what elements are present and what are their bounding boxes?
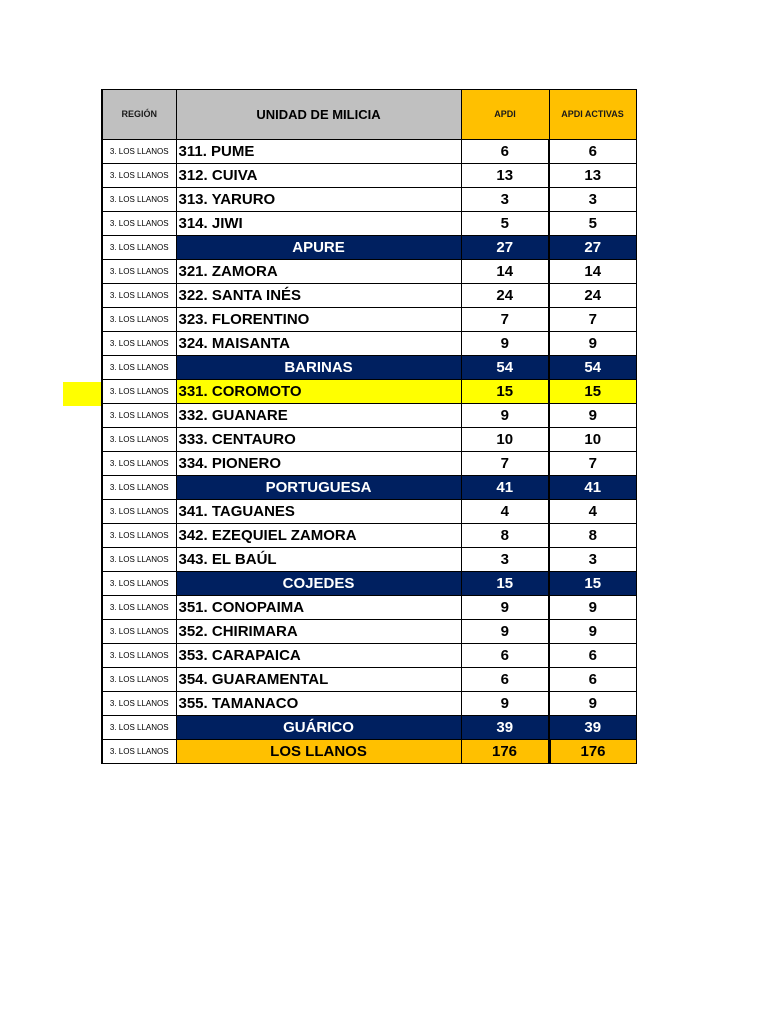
apdi-activas-cell: 3 — [549, 188, 636, 212]
header-unidad: UNIDAD DE MILICIA — [176, 90, 461, 140]
apdi-cell: 5 — [461, 212, 549, 236]
region-cell: 3. LOS LLANOS — [102, 644, 176, 668]
table-row — [102, 308, 636, 332]
unidad-cell: APURE — [176, 236, 461, 260]
unidad-cell: 321. ZAMORA — [176, 260, 461, 284]
unidad-cell: 324. MAISANTA — [176, 332, 461, 356]
apdi-cell: 3 — [461, 188, 549, 212]
apdi-activas-cell: 13 — [549, 164, 636, 188]
apdi-activas-cell: 41 — [549, 476, 636, 500]
region-cell: 3. LOS LLANOS — [102, 548, 176, 572]
region-cell: 3. LOS LLANOS — [102, 260, 176, 284]
table-row — [102, 692, 636, 716]
unidad-cell: 313. YARURO — [176, 188, 461, 212]
subtotal-row — [102, 236, 636, 260]
unidad-cell: 314. JIWI — [176, 212, 461, 236]
unidad-cell: 311. PUME — [176, 140, 461, 164]
apdi-activas-cell: 6 — [549, 140, 636, 164]
table-row — [102, 140, 636, 164]
row-highlight-marker — [63, 382, 103, 406]
table-row — [102, 188, 636, 212]
region-cell: 3. LOS LLANOS — [102, 596, 176, 620]
apdi-activas-cell: 6 — [549, 644, 636, 668]
apdi-activas-cell: 6 — [549, 668, 636, 692]
apdi-cell: 15 — [461, 380, 549, 404]
unidad-cell: 355. TAMANACO — [176, 692, 461, 716]
apdi-activas-cell: 9 — [549, 692, 636, 716]
unidad-cell: GUÁRICO — [176, 716, 461, 740]
unidad-cell: 354. GUARAMENTAL — [176, 668, 461, 692]
unidad-cell: LOS LLANOS — [176, 740, 461, 764]
table-row — [102, 500, 636, 524]
apdi-activas-cell: 15 — [549, 572, 636, 596]
apdi-activas-cell: 7 — [549, 452, 636, 476]
region-cell: 3. LOS LLANOS — [102, 716, 176, 740]
apdi-cell: 9 — [461, 404, 549, 428]
region-cell: 3. LOS LLANOS — [102, 524, 176, 548]
apdi-activas-cell: 176 — [549, 740, 636, 764]
region-cell: 3. LOS LLANOS — [102, 332, 176, 356]
unidad-cell: 351. CONOPAIMA — [176, 596, 461, 620]
unidad-cell: 341. TAGUANES — [176, 500, 461, 524]
region-cell: 3. LOS LLANOS — [102, 476, 176, 500]
apdi-cell: 176 — [461, 740, 549, 764]
unidad-cell: 333. CENTAURO — [176, 428, 461, 452]
subtotal-row — [102, 476, 636, 500]
unidad-cell: 342. EZEQUIEL ZAMORA — [176, 524, 461, 548]
subtotal-row — [102, 716, 636, 740]
apdi-activas-cell: 14 — [549, 260, 636, 284]
apdi-cell: 14 — [461, 260, 549, 284]
region-cell: 3. LOS LLANOS — [102, 212, 176, 236]
unidad-cell: 312. CUIVA — [176, 164, 461, 188]
region-cell: 3. LOS LLANOS — [102, 188, 176, 212]
unidad-cell: 343. EL BAÚL — [176, 548, 461, 572]
table-row — [102, 212, 636, 236]
table-row — [102, 596, 636, 620]
region-cell: 3. LOS LLANOS — [102, 500, 176, 524]
highlight-row — [102, 380, 636, 404]
region-cell: 3. LOS LLANOS — [102, 740, 176, 764]
apdi-cell: 3 — [461, 548, 549, 572]
apdi-cell: 6 — [461, 140, 549, 164]
apdi-activas-cell: 9 — [549, 404, 636, 428]
unidad-cell: 352. CHIRIMARA — [176, 620, 461, 644]
apdi-cell: 7 — [461, 308, 549, 332]
apdi-activas-cell: 9 — [549, 596, 636, 620]
region-cell: 3. LOS LLANOS — [102, 236, 176, 260]
apdi-cell: 8 — [461, 524, 549, 548]
apdi-activas-cell: 10 — [549, 428, 636, 452]
unidad-cell: COJEDES — [176, 572, 461, 596]
apdi-activas-cell: 27 — [549, 236, 636, 260]
region-cell: 3. LOS LLANOS — [102, 140, 176, 164]
apdi-cell: 13 — [461, 164, 549, 188]
unidad-cell: BARINAS — [176, 356, 461, 380]
region-cell: 3. LOS LLANOS — [102, 692, 176, 716]
apdi-cell: 6 — [461, 668, 549, 692]
apdi-activas-cell: 9 — [549, 332, 636, 356]
table-row — [102, 620, 636, 644]
apdi-cell: 39 — [461, 716, 549, 740]
apdi-activas-cell: 5 — [549, 212, 636, 236]
apdi-activas-cell: 7 — [549, 308, 636, 332]
region-cell: 3. LOS LLANOS — [102, 572, 176, 596]
unidad-cell: 322. SANTA INÉS — [176, 284, 461, 308]
apdi-activas-cell: 3 — [549, 548, 636, 572]
unidad-cell: 334. PIONERO — [176, 452, 461, 476]
apdi-cell: 6 — [461, 644, 549, 668]
apdi-cell: 15 — [461, 572, 549, 596]
region-cell: 3. LOS LLANOS — [102, 404, 176, 428]
region-cell: 3. LOS LLANOS — [102, 452, 176, 476]
apdi-cell: 54 — [461, 356, 549, 380]
header-apdi-activas: APDI ACTIVAS — [549, 90, 636, 140]
apdi-cell: 24 — [461, 284, 549, 308]
region-cell: 3. LOS LLANOS — [102, 668, 176, 692]
table-row — [102, 260, 636, 284]
region-cell: 3. LOS LLANOS — [102, 284, 176, 308]
apdi-cell: 27 — [461, 236, 549, 260]
apdi-cell: 10 — [461, 428, 549, 452]
total-row — [102, 740, 636, 764]
table-body — [102, 140, 636, 764]
apdi-cell: 41 — [461, 476, 549, 500]
table-row — [102, 428, 636, 452]
apdi-activas-cell: 8 — [549, 524, 636, 548]
region-cell: 3. LOS LLANOS — [102, 620, 176, 644]
header-region: REGIÓN — [102, 90, 176, 140]
milicia-table — [101, 89, 637, 764]
table-row — [102, 164, 636, 188]
table-row — [102, 332, 636, 356]
header-row — [102, 90, 636, 140]
table-row — [102, 452, 636, 476]
apdi-activas-cell: 24 — [549, 284, 636, 308]
apdi-cell: 7 — [461, 452, 549, 476]
table-row — [102, 668, 636, 692]
header-apdi: APDI — [461, 90, 549, 140]
apdi-activas-cell: 54 — [549, 356, 636, 380]
subtotal-row — [102, 356, 636, 380]
table-row — [102, 644, 636, 668]
unidad-cell: 332. GUANARE — [176, 404, 461, 428]
apdi-cell: 9 — [461, 332, 549, 356]
apdi-activas-cell: 4 — [549, 500, 636, 524]
apdi-activas-cell: 15 — [549, 380, 636, 404]
table-row — [102, 548, 636, 572]
apdi-cell: 4 — [461, 500, 549, 524]
subtotal-row — [102, 572, 636, 596]
table-row — [102, 284, 636, 308]
region-cell: 3. LOS LLANOS — [102, 356, 176, 380]
region-cell: 3. LOS LLANOS — [102, 308, 176, 332]
region-cell: 3. LOS LLANOS — [102, 164, 176, 188]
apdi-cell: 9 — [461, 620, 549, 644]
table-row — [102, 404, 636, 428]
unidad-cell: 323. FLORENTINO — [176, 308, 461, 332]
unidad-cell: 331. COROMOTO — [176, 380, 461, 404]
region-cell: 3. LOS LLANOS — [102, 428, 176, 452]
apdi-cell: 9 — [461, 692, 549, 716]
unidad-cell: 353. CARAPAICA — [176, 644, 461, 668]
apdi-cell: 9 — [461, 596, 549, 620]
apdi-activas-cell: 9 — [549, 620, 636, 644]
table-row — [102, 524, 636, 548]
region-cell: 3. LOS LLANOS — [102, 380, 176, 404]
unidad-cell: PORTUGUESA — [176, 476, 461, 500]
apdi-activas-cell: 39 — [549, 716, 636, 740]
